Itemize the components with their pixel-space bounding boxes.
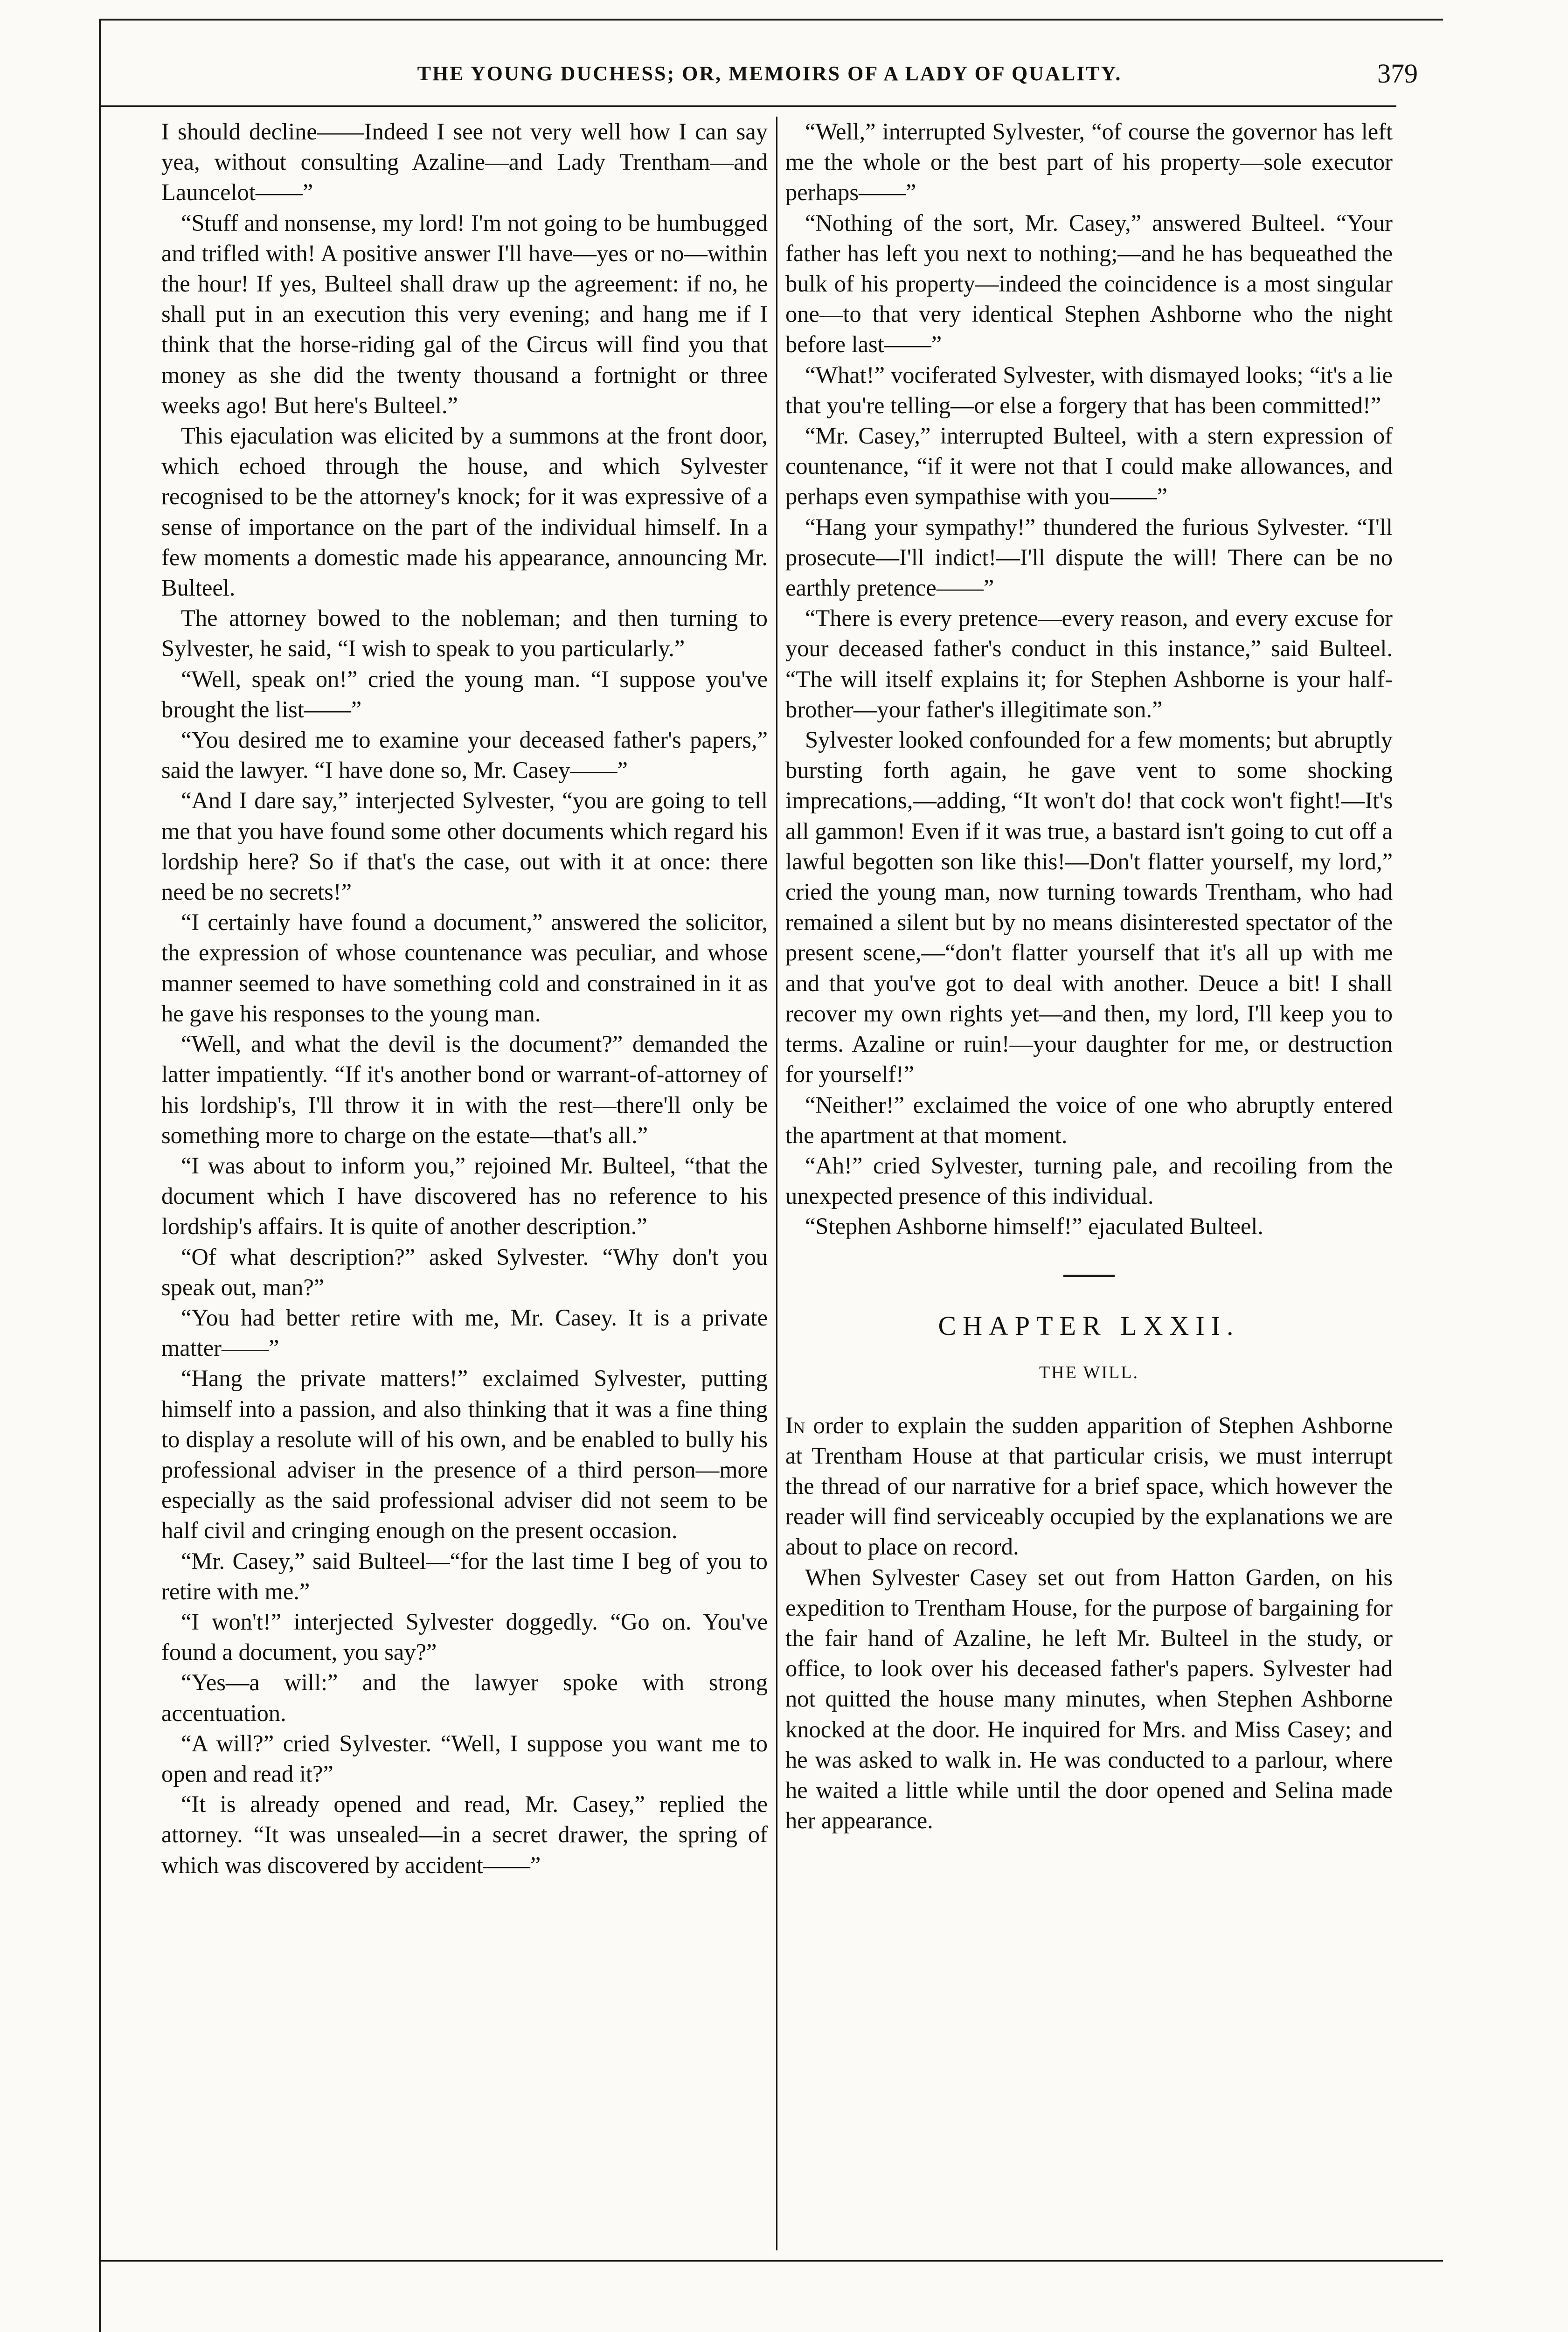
- paragraph-text: “Mr. Casey,” said Bulteel—“for the last time I beg of you to retire with me.”: [161, 1548, 768, 1604]
- paragraph: [785, 512, 1393, 604]
- chapter-body: [785, 1410, 1393, 1836]
- paragraph-text: “I won't!” interjected Sylvester doggedly. “Go on. You've found a document, you say?”: [161, 1608, 768, 1666]
- drop-lead: In: [785, 1412, 805, 1438]
- paragraph: [785, 360, 1393, 421]
- chapter-separator-rule: [1063, 1275, 1115, 1277]
- paragraph-text: “Of what description?” asked Sylvester. “Why don't you speak out, man?”: [161, 1243, 768, 1300]
- left-column: [161, 117, 768, 1881]
- paragraph: [161, 785, 768, 907]
- paragraph: [785, 1211, 1393, 1242]
- paragraph: [161, 1303, 768, 1363]
- paragraph-text: Sylvester looked confounded for a few moments; but abruptly bursting forth again, he gave vent to some shocking imprecations,—adding, “It won't do! that cock won't fight!—It's all gammon! Even if it was true, a bastard isn't going to cut off a lawful begotten son like this!—Don't flatter yourself, my lord,” cried the young man, now turning towards Trentham, who had remained a silent but by no means disinterested spectator of the present scene,—“don't flatter yourself that it's all up with me and that you've got to deal with another. Deuce a bit! I shall recover my own rights yet—and then, my lord, I'll keep you to terms. Azaline or ruin!—your daughter for me, or destruction for yourself!”: [785, 727, 1393, 1088]
- paragraph-text: order to explain the sudden apparition of Stephen Ashborne at Trentham House at that particular crisis, we must interrupt the thread of our narrative for a brief space, which however the reader will find serviceably occupied by the explanations we are about to place on record.: [785, 1412, 1393, 1560]
- chapter-heading: [785, 1275, 1393, 1384]
- chapter-title: CHAPTER LXXII.: [938, 1310, 1240, 1341]
- paragraph: [161, 1363, 768, 1546]
- paragraph-text: “There is every pretence—every reason, and every excuse for your deceased father's conduct in this instance,” said Bulteel. “The will itself explains it; for Stephen Ashborne is your half-brother—your father's illegitimate son.”: [785, 605, 1393, 722]
- paragraph: [161, 664, 768, 725]
- bottom-rule: [100, 2260, 1443, 2262]
- paragraph: [785, 208, 1393, 360]
- paragraph: [161, 1728, 768, 1789]
- paragraph: [161, 603, 768, 664]
- paragraph: [161, 1151, 768, 1242]
- paragraph-text: “Neither!” exclaimed the voice of one who abruptly entered the apartment at that moment.: [785, 1091, 1393, 1148]
- paragraph-text: When Sylvester Casey set out from Hatton Garden, on his expedition to Trentham House, for the purpose of bargaining for the fair hand of Azaline, he left Mr. Bulteel in the study, or office, to look over his deceased father's papers. Sylvester had not quitted the house many minutes, when Stephen Ashborne knocked at the door. He inquired for Mrs. and Miss Casey; and he was asked to walk in. He was conducted to a parlour, where he waited a little while until the door opened and Selina made her appearance.: [785, 1564, 1393, 1834]
- paragraph-text: This ejaculation was elicited by a summons at the front door, which echoed through the house, and which Sylvester recognised to be the attorney's knock; for it was expressive of a sense of importance on the part of the individual himself. In a few moments a domestic made his appearance, announcing Mr. Bulteel.: [161, 423, 768, 601]
- left-border-rule: [99, 19, 101, 2332]
- paragraph: [161, 117, 768, 208]
- paragraph-text: “I certainly have found a document,” answered the solicitor, the expression of whose countenance was peculiar, and whose manner seemed to have something cold and constrained in it as he gave his responses to the young man.: [161, 909, 768, 1027]
- paragraph-text: “Mr. Casey,” interrupted Bulteel, with a stern expression of countenance, “if it were not that I could make allowances, and perhaps even sympathise with you——”: [785, 423, 1393, 510]
- paragraph-text: “Ah!” cried Sylvester, turning pale, and recoiling from the unexpected presence of this individual.: [785, 1152, 1393, 1209]
- running-header: [121, 58, 1418, 99]
- paragraph: [161, 1546, 768, 1607]
- paragraph-text: “Nothing of the sort, Mr. Casey,” answered Bulteel. “Your father has left you next to nothing;—and he has bequeathed the bulk of his property—indeed the coincidence is a most singular one—to that very identical Stephen Ashborne who the night before last——”: [785, 209, 1393, 358]
- paragraph-text: “I was about to inform you,” rejoined Mr. Bulteel, “that the document which I have discovered has no reference to his lordship's affairs. It is quite of another description.”: [161, 1152, 768, 1240]
- running-title: THE YOUNG DUCHESS; OR, MEMOIRS OF A LADY OF QUALITY.: [417, 62, 1122, 85]
- page-number: 379: [1377, 58, 1418, 89]
- paragraph: [785, 1562, 1393, 1836]
- paragraph: [161, 1242, 768, 1303]
- paragraph: [161, 1029, 768, 1151]
- top-border-rule: [100, 19, 1443, 21]
- paragraph: [161, 1607, 768, 1667]
- header-rule: [100, 105, 1396, 107]
- paragraph: [161, 725, 768, 785]
- paragraph: [161, 421, 768, 603]
- paragraph-text: “A will?” cried Sylvester. “Well, I suppose you want me to open and read it?”: [161, 1730, 768, 1787]
- paragraph: [161, 907, 768, 1029]
- column-divider: [776, 117, 777, 2250]
- paragraph: [785, 1410, 1393, 1562]
- paragraph: [161, 208, 768, 421]
- paragraph: [785, 603, 1393, 725]
- paragraph: [161, 1789, 768, 1881]
- paragraph-text: “Hang the private matters!” exclaimed Sylvester, putting himself into a passion, and also thinking that it was a fine thing to display a resolute will of his own, and be enabled to bully his professional adviser in the presence of a third person—more especially as the said professional adviser did not seem to be half civil and cringing enough on the present occasion.: [161, 1365, 768, 1544]
- paragraph-text: I should decline——Indeed I see not very well how I can say yea, without consulting Azaline—and Lady Trentham—and Launcelot——”: [161, 118, 768, 206]
- paragraph-text: “Well, speak on!” cried the young man. “I suppose you've brought the list——”: [161, 666, 768, 722]
- paragraph-text: “Well,” interrupted Sylvester, “of course the governor has left me the whole or the best part of his property—sole executor perhaps——”: [785, 118, 1393, 206]
- paragraph-text: “Yes—a will:” and the lawyer spoke with strong accentuation.: [161, 1669, 768, 1726]
- paragraph-text: “You had better retire with me, Mr. Casey. It is a private matter——”: [161, 1304, 768, 1361]
- paragraph-text: “Stuff and nonsense, my lord! I'm not going to be humbugged and trifled with! A positive answer I'll have—yes or no—within the hour! If yes, Bulteel shall draw up the agreement: if no, he shall put in an execution this very evening; and hang me if I think that the horse-riding gal of the Circus will find you that money as she did the twenty thousand a fortnight or three weeks ago! But here's Bulteel.”: [161, 209, 768, 418]
- paragraph-text: “It is already opened and read, Mr. Casey,” replied the attorney. “It was unsealed—in a secret drawer, the spring of which was discovered by accident——”: [161, 1791, 768, 1878]
- paragraph-text: “Well, and what the devil is the document?” demanded the latter impatiently. “If it's another bond or warrant-of-attorney of his lordship's, I'll throw it in with the rest—there'll only be something more to charge on the estate—that's all.”: [161, 1031, 768, 1148]
- right-column-paragraphs: [785, 117, 1393, 1242]
- chapter-subtitle: THE WILL.: [1039, 1362, 1139, 1382]
- right-column: [785, 117, 1393, 1836]
- paragraph-text: “Stephen Ashborne himself!” ejaculated Bulteel.: [805, 1213, 1264, 1240]
- paragraph-text: “Hang your sympathy!” thundered the furious Sylvester. “I'll prosecute—I'll indict!—I'll dispute the will! There can be no earthly pretence——”: [785, 514, 1393, 601]
- paragraph: [785, 117, 1393, 208]
- paragraph: [785, 1090, 1393, 1151]
- paragraph: [785, 725, 1393, 1090]
- paragraph-text: The attorney bowed to the nobleman; and then turning to Sylvester, he said, “I wish to speak to you particularly.”: [161, 605, 768, 662]
- paragraph-text: “And I dare say,” interjected Sylvester, “you are going to tell me that you have found some other documents which regard his lordship here? So if that's the case, out with it at once: there need be no secrets!”: [161, 787, 768, 905]
- paragraph-text: “You desired me to examine your deceased father's papers,” said the lawyer. “I have done so, Mr. Casey——”: [161, 727, 768, 784]
- paragraph: [785, 1151, 1393, 1211]
- paragraph: [161, 1667, 768, 1728]
- paragraph-text: “What!” vociferated Sylvester, with dismayed looks; “it's a lie that you're telling—or else a forgery that has been committed!”: [785, 361, 1393, 418]
- paragraph: [785, 421, 1393, 512]
